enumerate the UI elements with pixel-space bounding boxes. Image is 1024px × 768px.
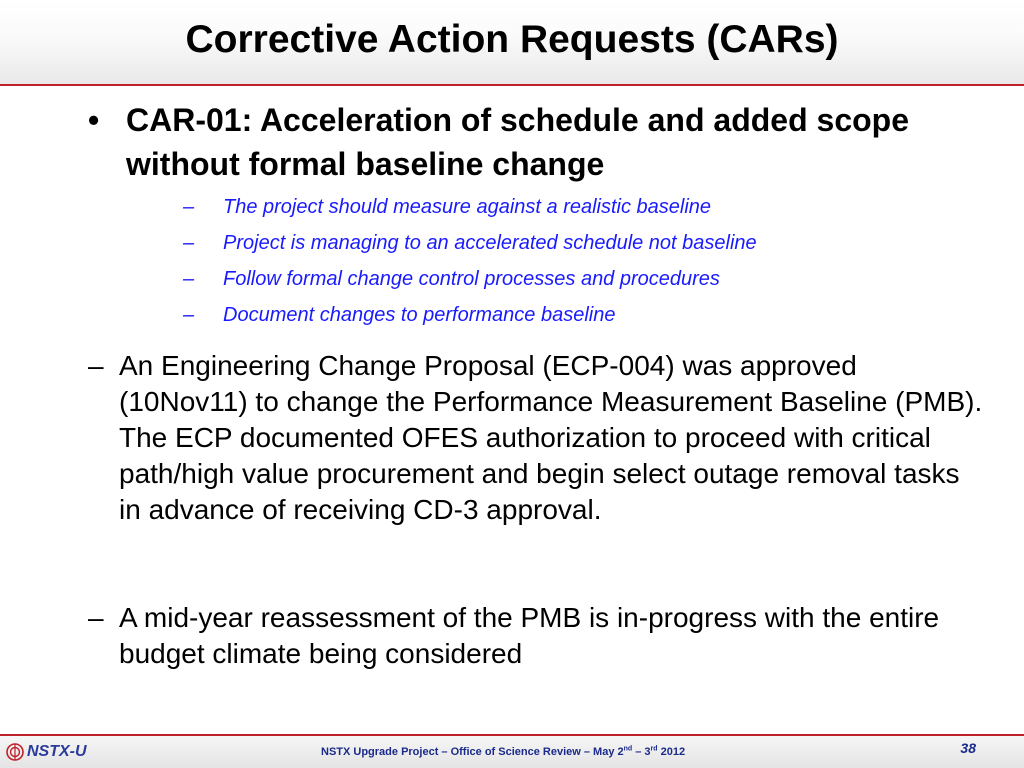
title-divider — [0, 84, 1024, 86]
sub-item — [183, 301, 963, 337]
sub-item — [183, 265, 963, 301]
sub-item-text: Document changes to performance baseline — [223, 304, 616, 326]
footer-superscript: rd — [650, 745, 658, 753]
logo-text: NSTX-U — [27, 743, 87, 760]
sub-item-text: The project should measure against a realistic baseline — [223, 196, 712, 218]
sub-item-list — [183, 193, 963, 337]
footer-superscript: nd — [623, 745, 633, 753]
slide-title: Corrective Action Requests (CARs) — [185, 18, 839, 61]
footer-text-part: NSTX Upgrade Project – Office of Science Review – May 2 — [321, 746, 624, 758]
dash-paragraph-text: An Engineering Change Proposal (ECP-004) was approved (10Nov11) to change the Performance Measurement Baseline (PMB). The ECP documented OFES authorization to proceed with critical path/high value procurement and begin select outage removal tasks in advance of receiving CD-3 approval. — [119, 350, 983, 525]
dash-marker: – — [88, 602, 104, 633]
footer-text-part: – 3 — [632, 746, 651, 758]
sub-item — [183, 193, 963, 229]
dash-marker: – — [183, 196, 195, 218]
main-bullet-text: CAR-01: Acceleration of schedule and added scope without formal baseline change — [126, 102, 909, 182]
dash-paragraph-text: A mid-year reassessment of the PMB is in-progress with the entire budget climate being considered — [119, 602, 940, 669]
dash-marker: – — [183, 268, 195, 290]
sub-item-text: Project is managing to an accelerated schedule not baseline — [223, 232, 757, 254]
dash-marker: – — [183, 304, 195, 326]
page-number: 38 — [960, 740, 976, 756]
footer-text-part: 2012 — [657, 746, 686, 758]
footer — [0, 736, 1024, 768]
sub-item-text: Follow formal change control processes and procedures — [223, 268, 720, 290]
nstx-logo-icon — [6, 743, 24, 761]
dash-marker: – — [88, 350, 104, 381]
bullet-marker: • — [88, 102, 100, 138]
sub-item — [183, 229, 963, 265]
footer-project-text — [321, 746, 685, 758]
title-bar — [0, 0, 1024, 84]
nstx-logo — [6, 741, 87, 763]
dash-marker: – — [183, 232, 195, 254]
